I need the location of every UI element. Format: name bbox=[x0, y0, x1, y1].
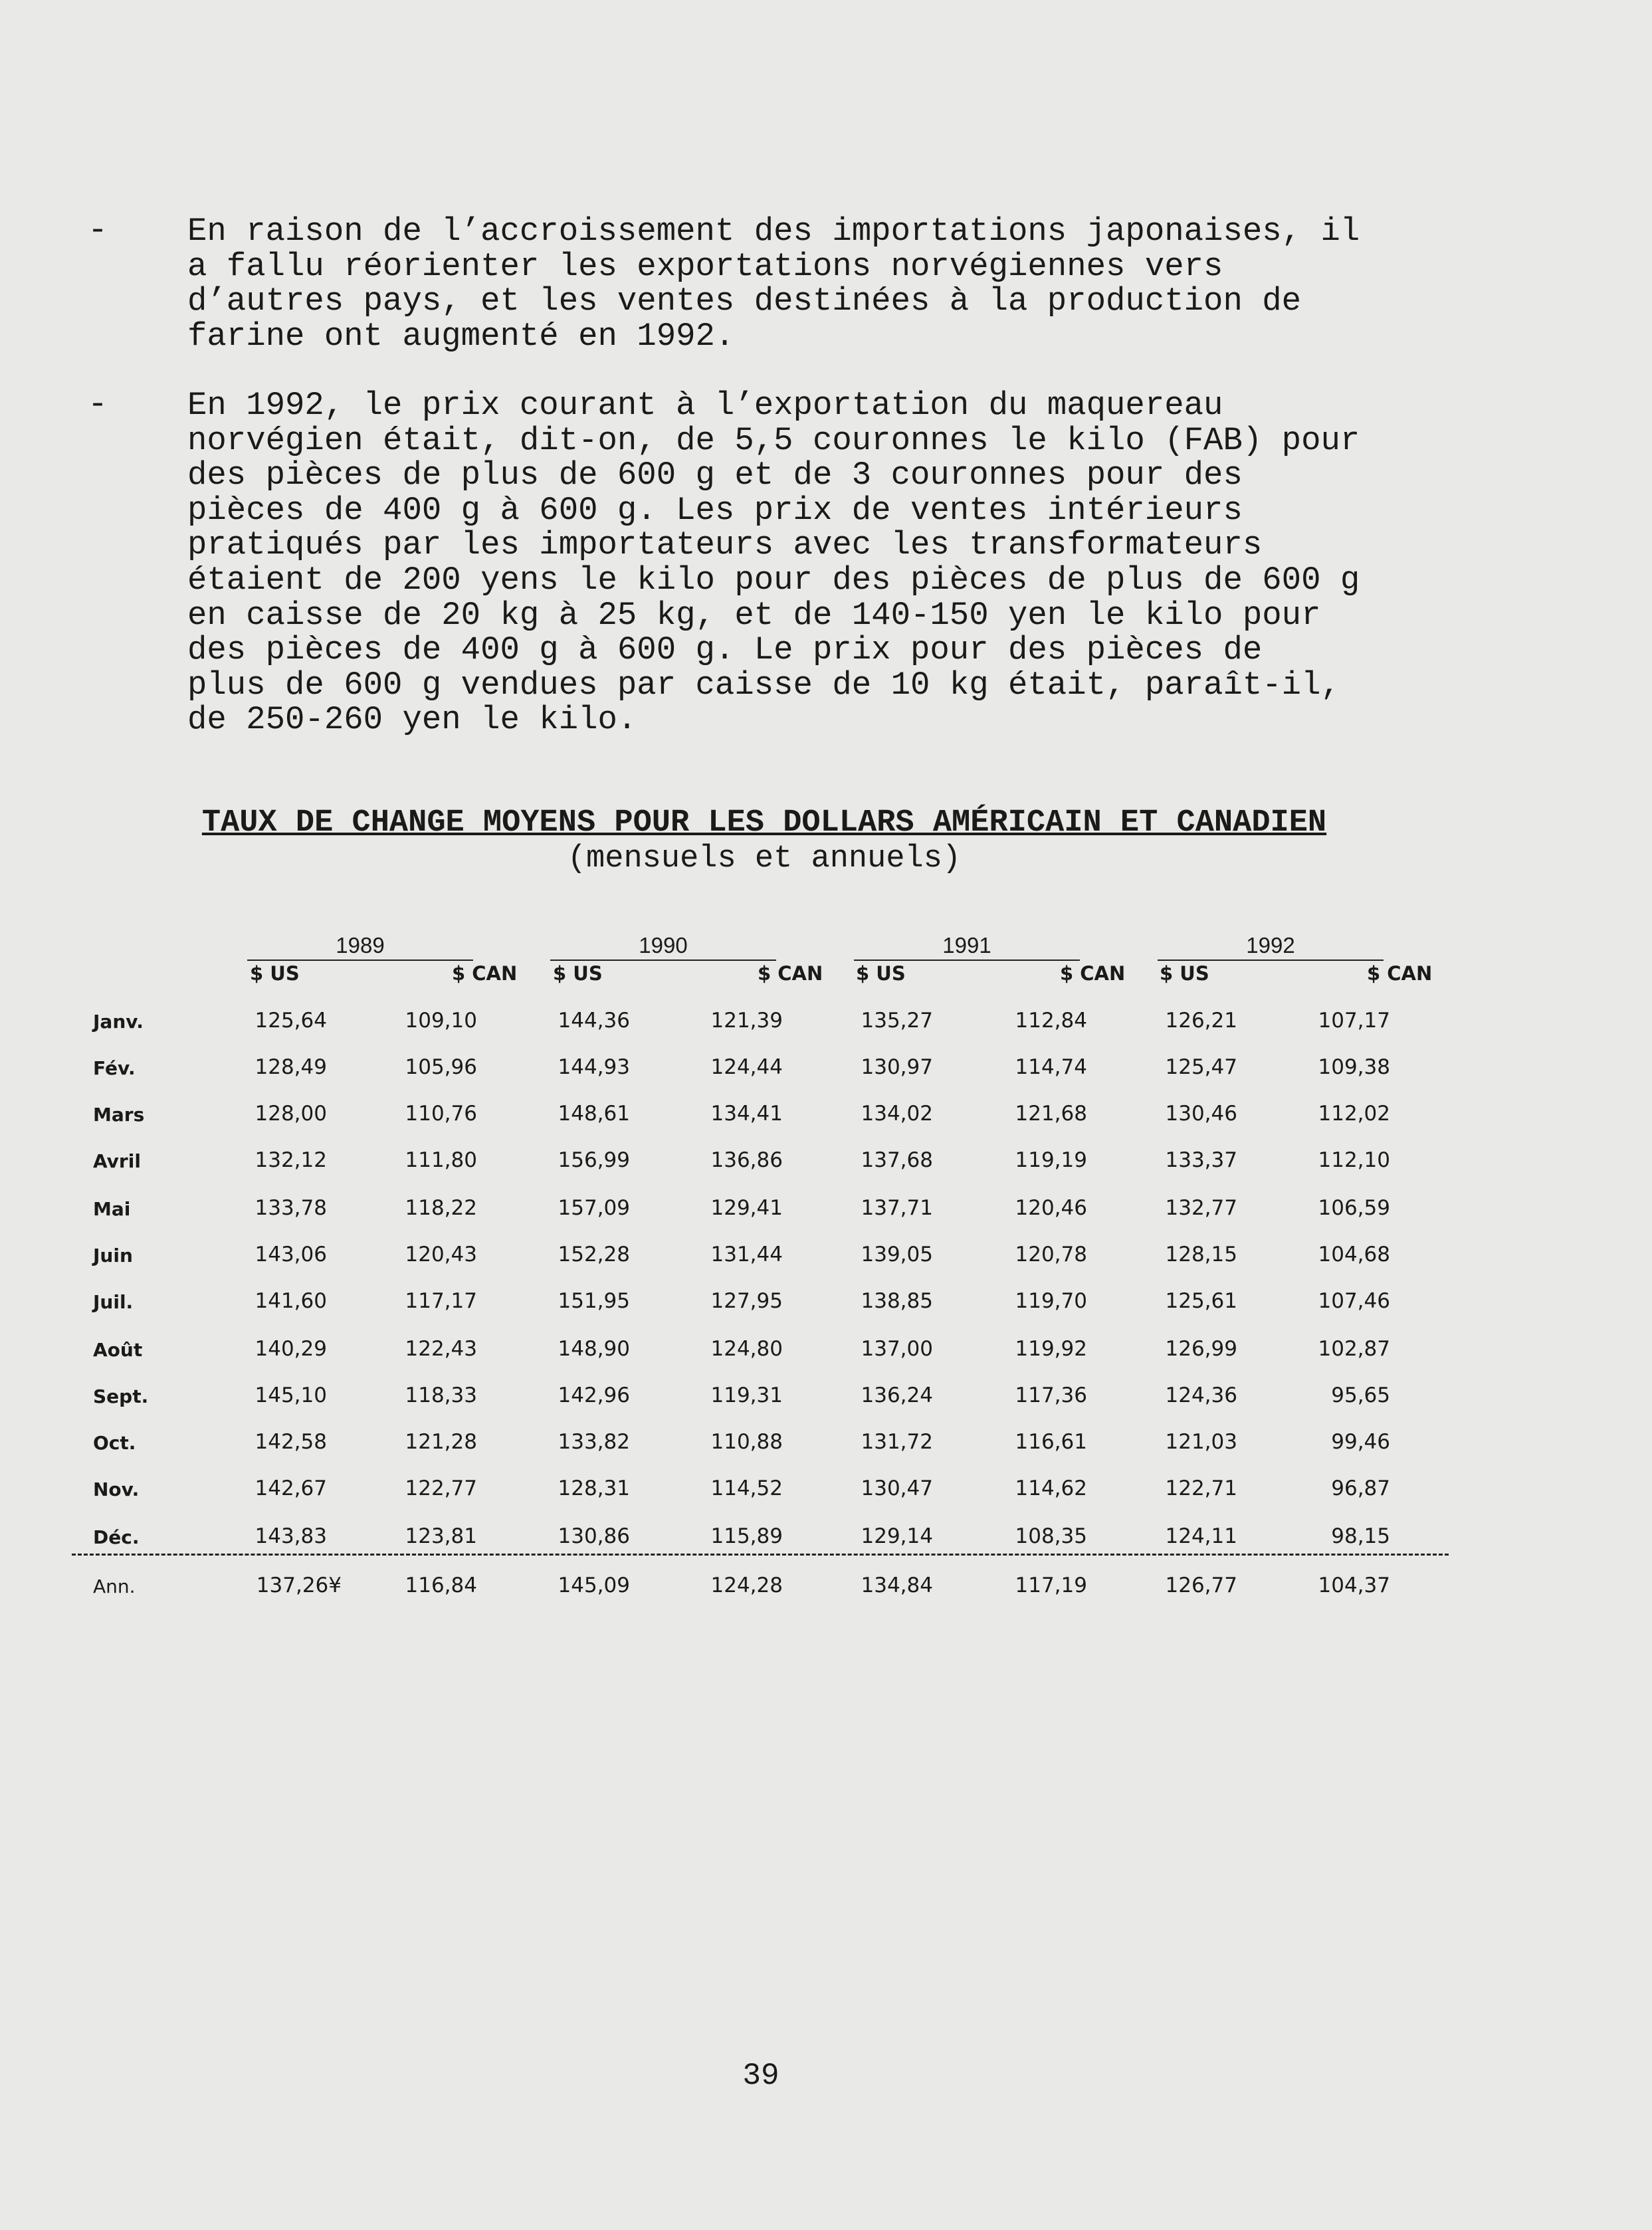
row-label: Nov. bbox=[93, 1478, 140, 1500]
table-cell: 136,86 bbox=[710, 1148, 783, 1172]
table-cell: 125,47 bbox=[1165, 1055, 1237, 1079]
table-cell: 130,47 bbox=[861, 1476, 933, 1500]
table-cell: 144,36 bbox=[558, 1009, 630, 1033]
table-cell: 96,87 bbox=[1331, 1476, 1390, 1500]
table-cell: 124,11 bbox=[1165, 1524, 1237, 1548]
table-cell: 124,44 bbox=[710, 1055, 783, 1079]
table-cell: 131,72 bbox=[861, 1430, 933, 1454]
table-cell: 120,43 bbox=[405, 1243, 477, 1267]
column-header-can: $ CAN bbox=[758, 962, 823, 985]
table-cell: 107,46 bbox=[1318, 1289, 1390, 1313]
table-cell: 119,70 bbox=[1015, 1289, 1087, 1313]
table-cell: 122,71 bbox=[1165, 1476, 1237, 1500]
table-cell: 116,61 bbox=[1015, 1430, 1087, 1454]
table-cell: 128,00 bbox=[255, 1102, 327, 1126]
row-label: Juin bbox=[93, 1245, 133, 1267]
table-cell: 145,10 bbox=[255, 1383, 327, 1407]
table-cell: 106,59 bbox=[1318, 1196, 1390, 1220]
table-cell: 124,36 bbox=[1165, 1383, 1237, 1407]
row-label: Août bbox=[93, 1339, 143, 1361]
table-cell: 117,17 bbox=[405, 1289, 477, 1313]
column-header-us: $ US bbox=[1160, 962, 1209, 985]
table-cell: 142,58 bbox=[255, 1430, 327, 1454]
table-cell: 142,67 bbox=[255, 1476, 327, 1500]
table-cell: 111,80 bbox=[405, 1148, 477, 1172]
table-cell: 125,64 bbox=[255, 1009, 327, 1033]
column-header-can: $ CAN bbox=[1060, 962, 1126, 985]
paragraph-1: En raison de l’accroissement des importations japonaises, il a fallu réorienter les exportations norvégiennes vers d’autres pays, et les ventes destinées à la production de farine ont augmenté en 1992. bbox=[187, 213, 1360, 355]
table-cell: 143,83 bbox=[255, 1524, 327, 1548]
bullet-marker: - bbox=[88, 386, 108, 424]
annual-cell: 116,84 bbox=[405, 1573, 477, 1597]
row-label: Sept. bbox=[93, 1385, 149, 1407]
year-header: 1991 bbox=[942, 933, 991, 958]
table-cell: 134,41 bbox=[710, 1102, 783, 1126]
bullet-marker: - bbox=[88, 212, 108, 250]
page-number: 39 bbox=[742, 2059, 779, 2093]
table-cell: 156,99 bbox=[558, 1148, 630, 1172]
table-cell: 122,43 bbox=[405, 1337, 477, 1361]
table-cell: 121,39 bbox=[710, 1009, 783, 1033]
table-cell: 131,44 bbox=[710, 1243, 783, 1267]
table-cell: 114,62 bbox=[1015, 1476, 1087, 1500]
table-cell: 139,05 bbox=[861, 1243, 933, 1267]
table-cell: 112,84 bbox=[1015, 1009, 1087, 1033]
table-cell: 157,09 bbox=[558, 1196, 630, 1220]
annual-cell: 117,19 bbox=[1015, 1573, 1087, 1597]
table-cell: 133,82 bbox=[558, 1430, 630, 1454]
table-cell: 137,68 bbox=[861, 1148, 933, 1172]
table-cell: 126,21 bbox=[1165, 1009, 1237, 1033]
table-cell: 121,68 bbox=[1015, 1102, 1087, 1126]
table-cell: 142,96 bbox=[558, 1383, 630, 1407]
table-cell: 133,78 bbox=[255, 1196, 327, 1220]
table-cell: 109,38 bbox=[1318, 1055, 1390, 1079]
table-cell: 104,68 bbox=[1318, 1243, 1390, 1267]
paragraph-2: En 1992, le prix courant à l’exportation du maquereau norvégien était, dit-on, de 5,5 couronnes le kilo (FAB) pour des pièces de plus de 600 g et de 3 couronnes pour des pièces de 400 g à 600 g. Les prix de ventes intérieurs pratiqués par les importateurs avec les transformateurs étaient de 200 yens le kilo pour des pièces de plus de 600 g en caisse de 20 kg à 25 kg, et de 140-150 yen le kilo pour des pièces de 400 g à 600 g. Le prix pour des pièces de plus de 600 g vendues par caisse de 10 kg était, paraît-il, de 250-260 yen le kilo. bbox=[187, 387, 1360, 739]
table-title: TAUX DE CHANGE MOYENS POUR LES DOLLARS AMÉRICAIN ET CANADIEN bbox=[201, 805, 1327, 841]
table-cell: 119,31 bbox=[710, 1383, 783, 1407]
year-underline bbox=[550, 960, 776, 961]
table-cell: 129,41 bbox=[710, 1196, 783, 1220]
table-cell: 138,85 bbox=[861, 1289, 933, 1313]
table-divider bbox=[72, 1554, 1449, 1556]
column-header-can: $ CAN bbox=[1367, 962, 1433, 985]
annual-cell: 124,28 bbox=[710, 1573, 783, 1597]
table-cell: 135,27 bbox=[861, 1009, 933, 1033]
table-cell: 130,46 bbox=[1165, 1102, 1237, 1126]
table-cell: 143,06 bbox=[255, 1243, 327, 1267]
table-cell: 121,03 bbox=[1165, 1430, 1237, 1454]
year-underline bbox=[247, 960, 473, 961]
table-cell: 122,77 bbox=[405, 1476, 477, 1500]
table-cell: 130,97 bbox=[861, 1055, 933, 1079]
table-cell: 112,02 bbox=[1318, 1102, 1390, 1126]
table-cell: 98,15 bbox=[1331, 1524, 1390, 1548]
table-cell: 110,76 bbox=[405, 1102, 477, 1126]
table-cell: 99,46 bbox=[1331, 1430, 1390, 1454]
annual-cell: 137,26¥ bbox=[256, 1573, 342, 1597]
table-cell: 132,77 bbox=[1165, 1196, 1237, 1220]
table-cell: 120,78 bbox=[1015, 1243, 1087, 1267]
table-cell: 128,15 bbox=[1165, 1243, 1237, 1267]
table-cell: 119,19 bbox=[1015, 1148, 1087, 1172]
row-label: Avril bbox=[93, 1150, 141, 1172]
table-cell: 123,81 bbox=[405, 1524, 477, 1548]
table-cell: 118,33 bbox=[405, 1383, 477, 1407]
table-cell: 136,24 bbox=[861, 1383, 933, 1407]
year-header: 1989 bbox=[336, 933, 385, 958]
column-header-us: $ US bbox=[856, 962, 906, 985]
table-cell: 128,49 bbox=[255, 1055, 327, 1079]
table-cell: 151,95 bbox=[558, 1289, 630, 1313]
table-cell: 148,90 bbox=[558, 1337, 630, 1361]
annual-cell: 134,84 bbox=[861, 1573, 933, 1597]
table-cell: 117,36 bbox=[1015, 1383, 1087, 1407]
table-cell: 129,14 bbox=[861, 1524, 933, 1548]
table-cell: 144,93 bbox=[558, 1055, 630, 1079]
table-cell: 152,28 bbox=[558, 1243, 630, 1267]
table-cell: 121,28 bbox=[405, 1430, 477, 1454]
table-subtitle: (mensuels et annuels) bbox=[567, 841, 962, 876]
year-header: 1990 bbox=[639, 933, 688, 958]
table-cell: 134,02 bbox=[861, 1102, 933, 1126]
table-cell: 137,71 bbox=[861, 1196, 933, 1220]
table-cell: 124,80 bbox=[710, 1337, 783, 1361]
table-cell: 114,52 bbox=[710, 1476, 783, 1500]
table-cell: 133,37 bbox=[1165, 1148, 1237, 1172]
table-cell: 120,46 bbox=[1015, 1196, 1087, 1220]
table-cell: 112,10 bbox=[1318, 1148, 1390, 1172]
row-label: Mars bbox=[93, 1104, 145, 1126]
table-cell: 125,61 bbox=[1165, 1289, 1237, 1313]
row-label: Janv. bbox=[93, 1011, 144, 1033]
table-cell: 119,92 bbox=[1015, 1337, 1087, 1361]
table-cell: 137,00 bbox=[861, 1337, 933, 1361]
table-cell: 102,87 bbox=[1318, 1337, 1390, 1361]
table-cell: 95,65 bbox=[1331, 1383, 1390, 1407]
table-cell: 127,95 bbox=[710, 1289, 783, 1313]
table-cell: 148,61 bbox=[558, 1102, 630, 1126]
row-label: Juil. bbox=[93, 1291, 134, 1313]
column-header-can: $ CAN bbox=[452, 962, 518, 985]
table-cell: 110,88 bbox=[710, 1430, 783, 1454]
year-underline bbox=[854, 960, 1080, 961]
row-label: Déc. bbox=[93, 1526, 140, 1548]
annual-cell: 126,77 bbox=[1165, 1573, 1237, 1597]
table-cell: 107,17 bbox=[1318, 1009, 1390, 1033]
table-cell: 108,35 bbox=[1015, 1524, 1087, 1548]
table-cell: 126,99 bbox=[1165, 1337, 1237, 1361]
table-cell: 109,10 bbox=[405, 1009, 477, 1033]
table-cell: 130,86 bbox=[558, 1524, 630, 1548]
annual-cell: 104,37 bbox=[1318, 1573, 1390, 1597]
row-label: Oct. bbox=[93, 1432, 136, 1454]
year-header: 1992 bbox=[1246, 933, 1295, 958]
table-cell: 105,96 bbox=[405, 1055, 477, 1079]
year-underline bbox=[1158, 960, 1384, 961]
table-cell: 114,74 bbox=[1015, 1055, 1087, 1079]
table-cell: 141,60 bbox=[255, 1289, 327, 1313]
annual-label: Ann. bbox=[93, 1575, 136, 1597]
row-label: Mai bbox=[93, 1198, 131, 1220]
column-header-us: $ US bbox=[250, 962, 300, 985]
table-cell: 128,31 bbox=[558, 1476, 630, 1500]
row-label: Fév. bbox=[93, 1057, 136, 1079]
annual-cell: 145,09 bbox=[558, 1573, 630, 1597]
table-cell: 115,89 bbox=[710, 1524, 783, 1548]
table-cell: 118,22 bbox=[405, 1196, 477, 1220]
column-header-us: $ US bbox=[553, 962, 603, 985]
table-cell: 140,29 bbox=[255, 1337, 327, 1361]
table-cell: 132,12 bbox=[255, 1148, 327, 1172]
